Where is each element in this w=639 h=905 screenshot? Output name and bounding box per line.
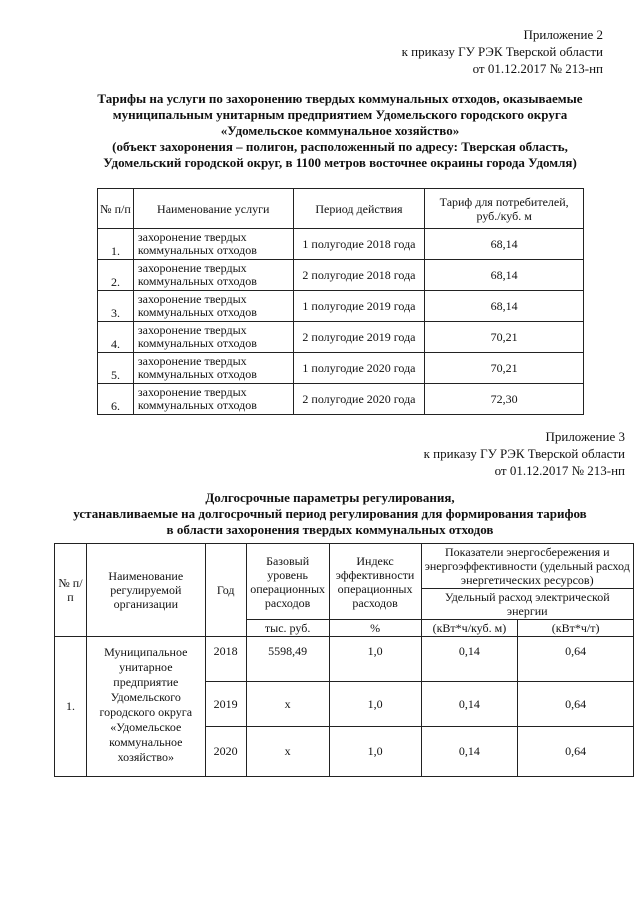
col-header-period: Период действия <box>293 189 425 229</box>
row-service: захоронение твердых коммунальных отходов <box>133 322 293 353</box>
appendix-3-heading <box>424 428 625 479</box>
table-row <box>98 353 584 384</box>
row-num: 3. <box>98 291 134 322</box>
row-tariff: 68,14 <box>425 291 584 322</box>
row-period: 2 полугодие 2018 года <box>293 260 425 291</box>
table-row <box>98 384 584 415</box>
row-year: 2018 <box>205 637 246 682</box>
row-num: 1. <box>55 637 87 777</box>
col-header-tariff: Тариф для потребителей, руб./куб. м <box>425 189 584 229</box>
title-line: (объект захоронения – полигон, расположенный по адресу: Тверская область, <box>112 139 568 154</box>
tariff-table <box>97 188 584 415</box>
title-line: «Удомельское коммунальное хозяйство» <box>220 123 460 138</box>
unit-base: тыс. руб. <box>246 620 329 637</box>
title-line: Долгосрочные параметры регулирования, <box>205 490 455 505</box>
title-line: Тарифы на услуги по захоронению твердых коммунальных отходов, оказываемые <box>97 91 583 106</box>
row-energy-m3: 0,14 <box>421 682 518 727</box>
row-num: 1. <box>98 229 134 260</box>
table-row <box>98 229 584 260</box>
row-tariff: 70,21 <box>425 353 584 384</box>
table-row <box>98 322 584 353</box>
unit-index: % <box>329 620 421 637</box>
row-num: 6. <box>98 384 134 415</box>
row-period: 1 полугодие 2020 года <box>293 353 425 384</box>
table-row <box>98 260 584 291</box>
row-energy-m3: 0,14 <box>421 637 518 682</box>
table-header-row <box>55 544 634 589</box>
appendix-2-order: к приказу ГУ РЭК Тверской области <box>401 44 603 59</box>
row-base: х <box>246 682 329 727</box>
table-row <box>98 291 584 322</box>
row-tariff: 70,21 <box>425 322 584 353</box>
row-num: 4. <box>98 322 134 353</box>
row-energy-t: 0,64 <box>518 727 634 777</box>
row-tariff: 72,30 <box>425 384 584 415</box>
col-header-electric: Удельный расход электрической энергии <box>421 589 633 620</box>
title-line: муниципальным унитарным предприятием Удомельского городского округа <box>112 107 568 122</box>
col-header-num: № п/п <box>55 544 87 637</box>
row-index: 1,0 <box>329 727 421 777</box>
row-period: 1 полугодие 2018 года <box>293 229 425 260</box>
row-num: 5. <box>98 353 134 384</box>
row-period: 1 полугодие 2019 года <box>293 291 425 322</box>
row-service: захоронение твердых коммунальных отходов <box>133 291 293 322</box>
row-num: 2. <box>98 260 134 291</box>
col-header-energy: Показатели энергосбережения и энергоэффективности (удельный расход энергетических ресурсов) <box>421 544 633 589</box>
row-period: 2 полугодие 2019 года <box>293 322 425 353</box>
row-tariff: 68,14 <box>425 229 584 260</box>
unit-energy-m3: (кВт*ч/куб. м) <box>421 620 518 637</box>
row-base: х <box>246 727 329 777</box>
appendix-2-label: Приложение 2 <box>523 27 603 42</box>
parameters-table <box>54 543 634 777</box>
col-header-base: Базовый уровень операционных расходов <box>246 544 329 620</box>
col-header-org: Наименование регулируемой организации <box>86 544 205 637</box>
appendix-3-label: Приложение 3 <box>545 429 625 444</box>
row-year: 2019 <box>205 682 246 727</box>
row-tariff: 68,14 <box>425 260 584 291</box>
row-energy-m3: 0,14 <box>421 727 518 777</box>
appendix-3-order: к приказу ГУ РЭК Тверской области <box>423 446 625 461</box>
row-energy-t: 0,64 <box>518 682 634 727</box>
row-service: захоронение твердых коммунальных отходов <box>133 260 293 291</box>
appendix-2-date: от 01.12.2017 № 213-нп <box>472 61 603 76</box>
col-header-index: Индекс эффективности операционных расходов <box>329 544 421 620</box>
row-service: захоронение твердых коммунальных отходов <box>133 229 293 260</box>
row-period: 2 полугодие 2020 года <box>293 384 425 415</box>
col-header-num: № п/п <box>98 189 134 229</box>
row-service: захоронение твердых коммунальных отходов <box>133 384 293 415</box>
row-service: захоронение твердых коммунальных отходов <box>133 353 293 384</box>
row-base: 5598,49 <box>246 637 329 682</box>
title-line: в области захоронения твердых коммунальных отходов <box>166 522 494 537</box>
appendix-3-date: от 01.12.2017 № 213-нп <box>494 463 625 478</box>
appendix-2-heading <box>402 26 603 77</box>
appendix-3-title <box>20 490 639 538</box>
org-name: Муниципальное унитарное предприятие Удомельского городского округа «Удомельское коммунальное хозяйство» <box>86 637 205 777</box>
appendix-2-title <box>60 91 620 171</box>
unit-energy-t: (кВт*ч/т) <box>518 620 634 637</box>
table-header-row <box>98 189 584 229</box>
table-row <box>55 637 634 682</box>
title-line: устанавливаемые на долгосрочный период регулирования для формирования тарифов <box>73 506 587 521</box>
row-year: 2020 <box>205 727 246 777</box>
row-energy-t: 0,64 <box>518 637 634 682</box>
row-index: 1,0 <box>329 682 421 727</box>
title-line: Удомельский городской округ, в 1100 метров восточнее окраины города Удомля) <box>103 155 577 170</box>
row-index: 1,0 <box>329 637 421 682</box>
col-header-year: Год <box>205 544 246 637</box>
col-header-service: Наименование услуги <box>133 189 293 229</box>
